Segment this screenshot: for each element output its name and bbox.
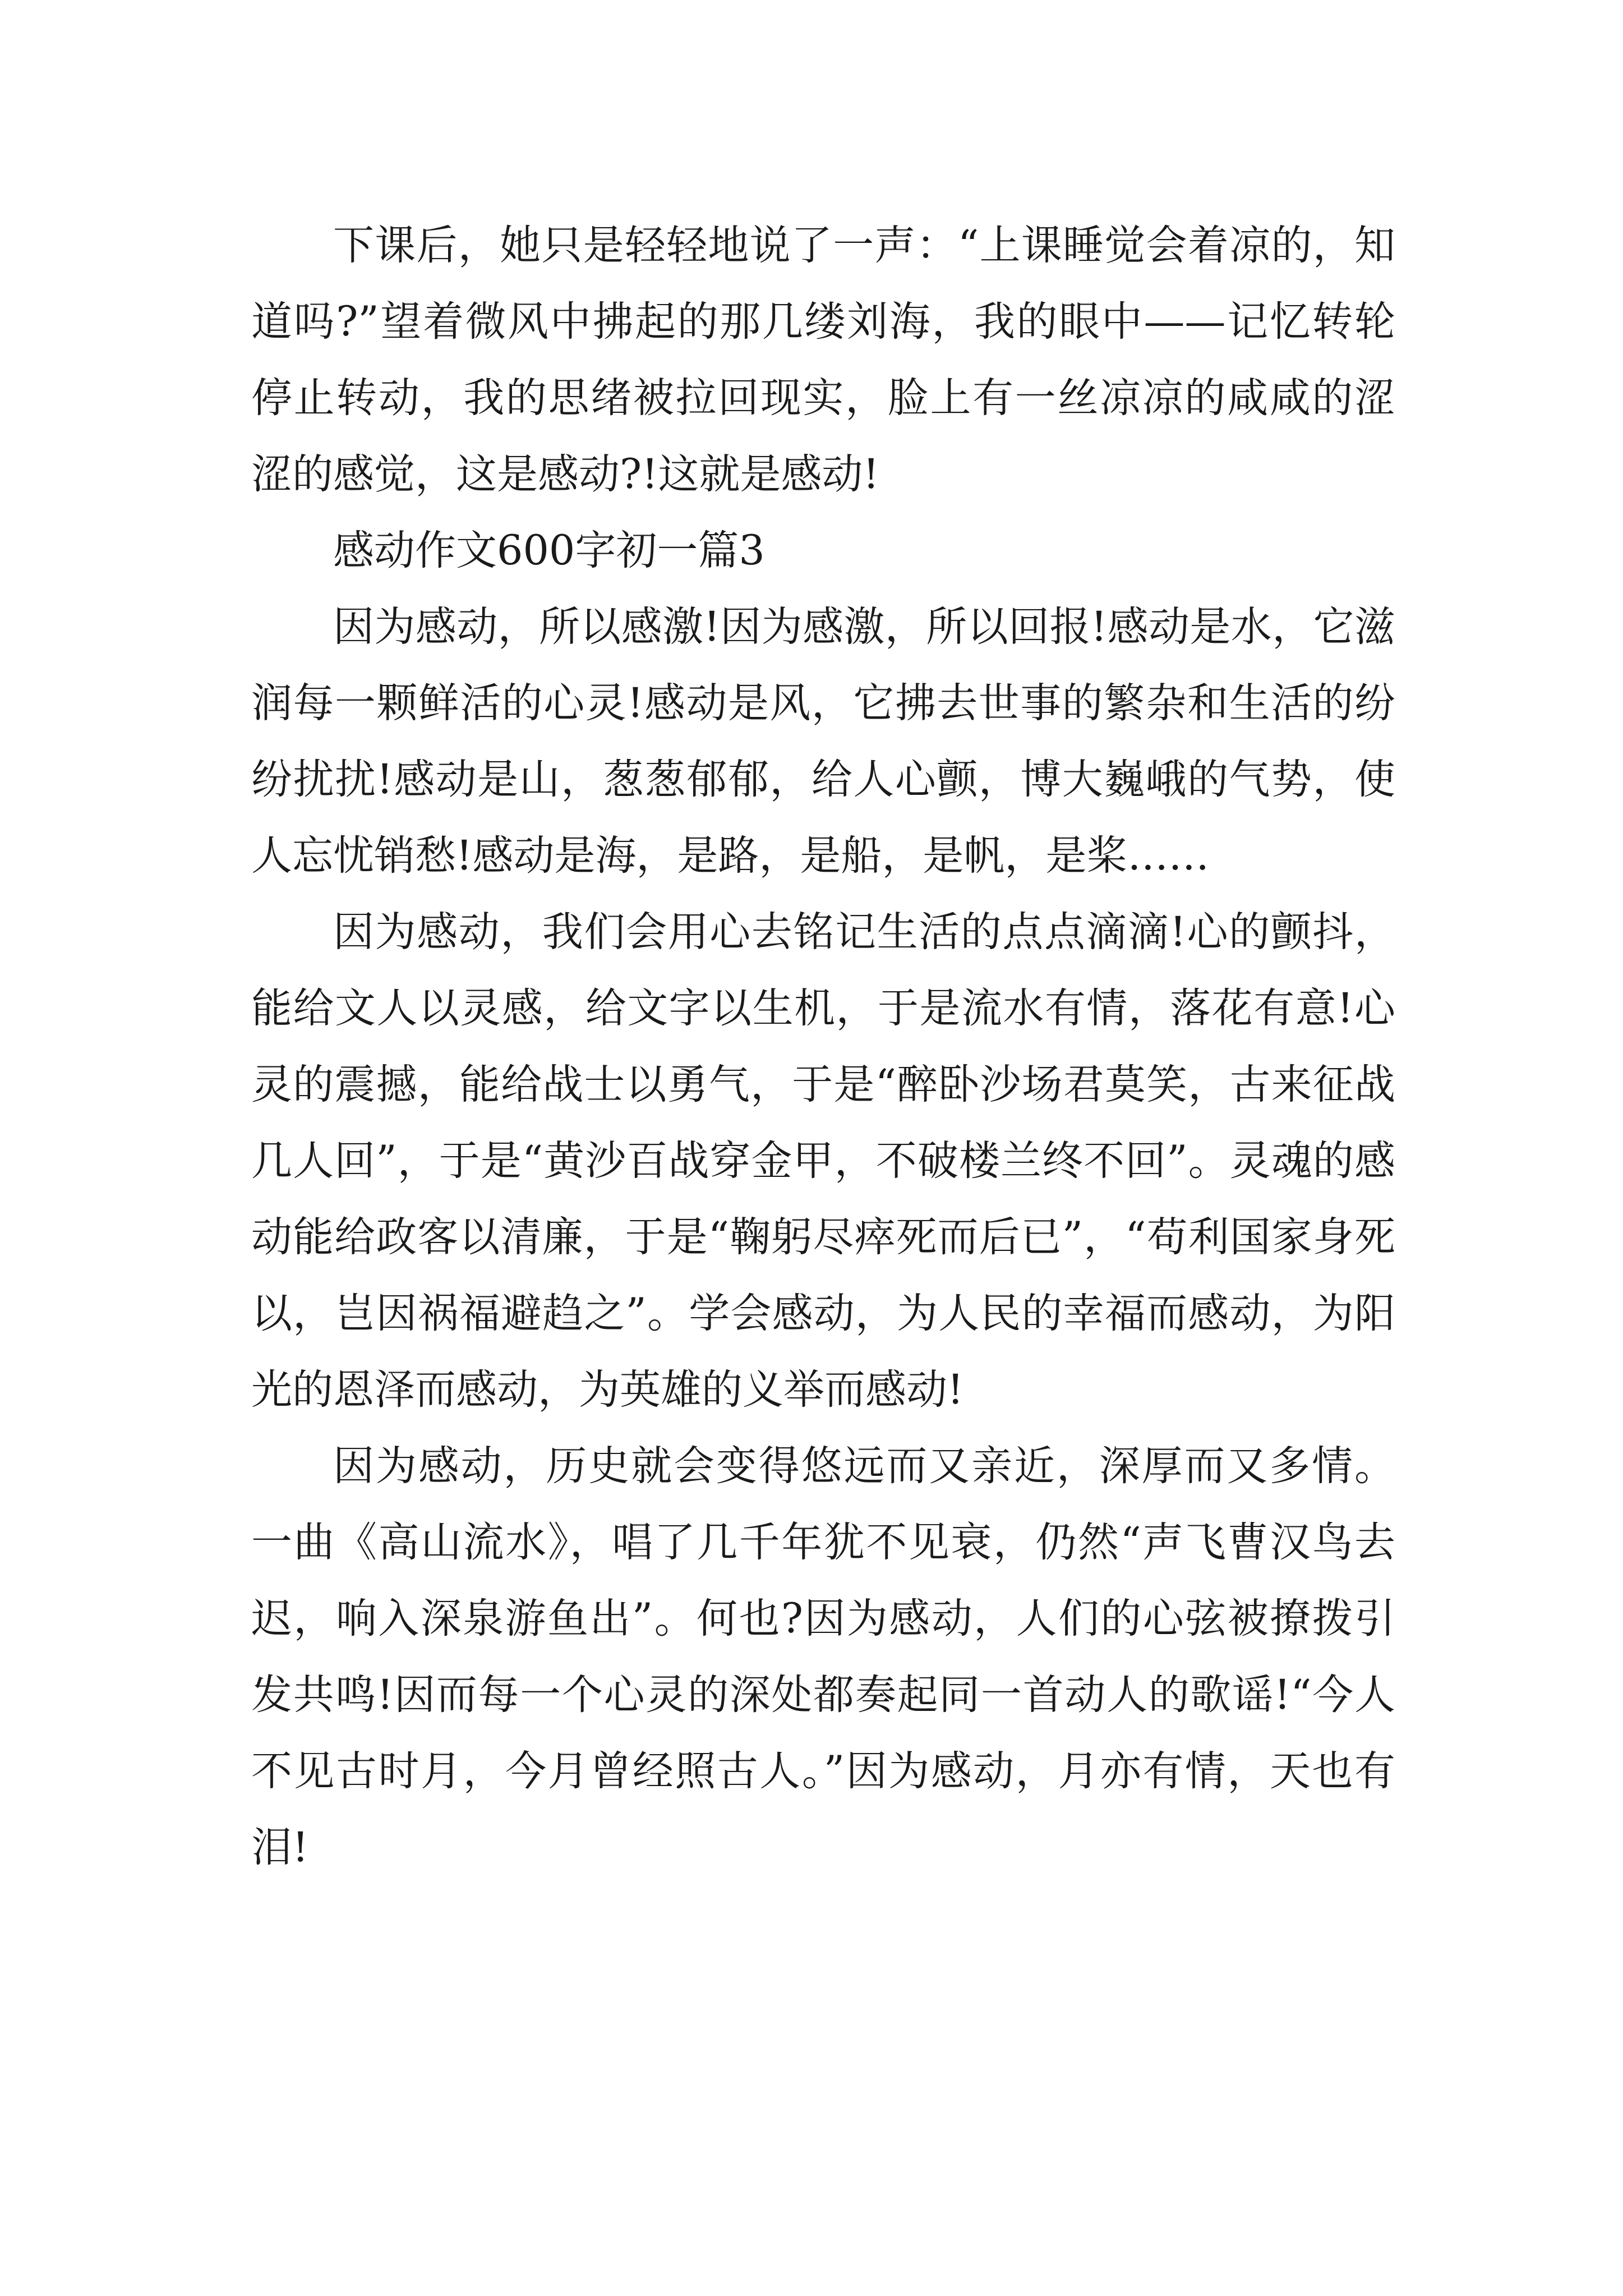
paragraph-4: 因为感动，历史就会变得悠远而又亲近，深厚而又多情。一曲《高山流水》，唱了几千年犹不见衰，仍然“声飞曹汉鸟去迟，响入深泉游鱼出”。何也?因为感动，人们的心弦被撩拨引发共鸣!因而每一个心灵的深处都奏起同一首动人的歌谣!“今人不见古时月，今月曾经照古人。”因为感动，月亦有情，天也有泪! — [251, 1442, 1395, 1871]
section-heading: 感动作文600字初一篇3 — [333, 527, 765, 574]
paragraph-3: 因为感动，我们会用心去铭记生活的点点滴滴!心的颤抖，能给文人以灵感，给文字以生机，于是流水有情，落花有意!心灵的震撼，能给战士以勇气，于是“醉卧沙场君莫笑，古来征战几人回”，于是“黄沙百战穿金甲，不破楼兰终不回”。灵魂的感动能给政客以清廉，于是“鞠躬尽瘁死而后已”，“苟利国家身死以，岂因祸福避趋之”。学会感动，为人民的幸福而感动，为阳光的恩泽而感动，为英雄的义举而感动! — [251, 908, 1395, 1414]
paragraph-2: 因为感动，所以感激!因为感激，所以回报!感动是水，它滋润每一颗鲜活的心灵!感动是风，它拂去世事的繁杂和生活的纷纷扰扰!感动是山，葱葱郁郁，给人心颤，博大巍峨的气势，使人忘忧销愁!感动是海，是路，是船，是帆，是桨…… — [251, 603, 1395, 880]
document-body — [251, 208, 1395, 1886]
paragraph-1: 下课后，她只是轻轻地说了一声：“上课睡觉会着凉的，知道吗?”望着微风中拂起的那几缕刘海，我的眼中——记忆转轮停止转动，我的思绪被拉回现实，脸上有一丝凉凉的咸咸的涩涩的感觉，这是感动?!这就是感动! — [251, 222, 1395, 498]
